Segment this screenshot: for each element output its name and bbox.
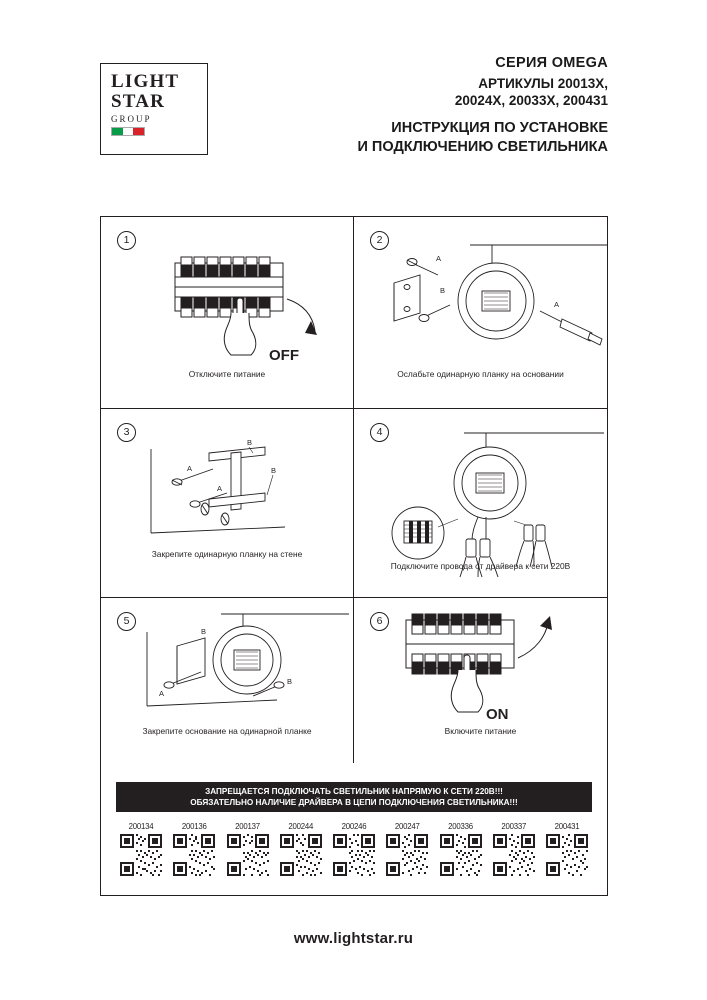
qr-article-code: 200244 bbox=[288, 822, 314, 831]
step-1-illustration bbox=[101, 217, 353, 408]
svg-text:A: A bbox=[187, 464, 193, 473]
svg-text:B: B bbox=[201, 627, 207, 636]
warning-line-1: ЗАПРЕЩАЕТСЯ ПОДКЛЮЧАТЬ СВЕТИЛЬНИК НАПРЯМУЮ К СЕТИ 220В!!! bbox=[205, 787, 503, 796]
steps-row-2 bbox=[101, 409, 607, 598]
warning-line-2: ОБЯЗАТЕЛЬНО НАЛИЧИЕ ДРАЙВЕРА В ЦЕПИ ПОДКЛЮЧЕНИЯ СВЕТИЛЬНИКА!!! bbox=[190, 798, 518, 807]
document-title-line-2: И ПОДКЛЮЧЕНИЮ СВЕТИЛЬНИКА bbox=[357, 139, 608, 155]
logo-line-1: LIGHT bbox=[111, 71, 180, 92]
qr-item[interactable] bbox=[542, 822, 592, 892]
document-header bbox=[100, 55, 608, 180]
qr-code-image[interactable] bbox=[120, 834, 162, 876]
qr-code-image[interactable] bbox=[173, 834, 215, 876]
step-number-3: 3 bbox=[117, 423, 136, 442]
step-1-off-label: OFF bbox=[269, 347, 299, 364]
qr-code-image[interactable] bbox=[227, 834, 269, 876]
step-cell-1 bbox=[101, 217, 354, 409]
steps-row-3 bbox=[101, 598, 607, 763]
steps-row-1 bbox=[101, 217, 607, 409]
qr-code-image[interactable] bbox=[493, 834, 535, 876]
italy-flag-icon bbox=[111, 127, 145, 136]
qr-code-image[interactable] bbox=[333, 834, 375, 876]
step-5-caption: Закрепите основание на одинарной планке bbox=[142, 726, 312, 736]
step-number-2: 2 bbox=[370, 231, 389, 250]
qr-item[interactable] bbox=[489, 822, 539, 892]
step-6-illustration bbox=[354, 598, 607, 763]
svg-text:B: B bbox=[440, 286, 446, 295]
qr-item[interactable] bbox=[382, 822, 432, 892]
step-number-5: 5 bbox=[117, 612, 136, 631]
brand-logo bbox=[100, 63, 208, 155]
step-cell-5 bbox=[101, 598, 354, 763]
qr-item[interactable] bbox=[436, 822, 486, 892]
qr-code-row bbox=[116, 822, 592, 892]
articles-line-1: АРТИКУЛЫ 20013Х, bbox=[478, 76, 608, 91]
step-1-caption: Отключите питание bbox=[188, 369, 266, 379]
qr-item[interactable] bbox=[169, 822, 219, 892]
logo-group-label: GROUP bbox=[111, 114, 152, 124]
qr-article-code: 200137 bbox=[235, 822, 260, 831]
qr-item[interactable] bbox=[116, 822, 166, 892]
step-4-caption: Подключите провода от драйвера к сети 220В bbox=[390, 561, 571, 571]
qr-article-code: 200336 bbox=[448, 822, 473, 831]
step-cell-2 bbox=[354, 217, 607, 409]
step-cell-3 bbox=[101, 409, 354, 598]
header-text-block bbox=[228, 55, 608, 157]
svg-text:A: A bbox=[554, 300, 560, 309]
qr-article-code: 200136 bbox=[181, 822, 207, 831]
step-cell-4 bbox=[354, 409, 607, 598]
series-title: СЕРИЯ OMEGA bbox=[495, 55, 608, 71]
qr-article-code: 200134 bbox=[128, 822, 154, 831]
footer-url[interactable]: www.lightstar.ru bbox=[293, 930, 414, 947]
qr-code-image[interactable] bbox=[280, 834, 322, 876]
logo-line-2: STAR bbox=[111, 91, 166, 112]
step-number-6: 6 bbox=[370, 612, 389, 631]
svg-text:B: B bbox=[271, 466, 277, 475]
qr-article-code: 200337 bbox=[501, 822, 527, 831]
qr-code-image[interactable] bbox=[546, 834, 588, 876]
qr-article-code: 200431 bbox=[554, 822, 580, 831]
qr-code-image[interactable] bbox=[440, 834, 482, 876]
logo-group-row bbox=[111, 114, 201, 124]
articles-line-2: 20024Х, 20033Х, 200431 bbox=[454, 93, 608, 108]
warning-banner bbox=[116, 782, 592, 812]
document-title-line-1: ИНСТРУКЦИЯ ПО УСТАНОВКЕ bbox=[391, 120, 608, 136]
step-6-on-label: ON bbox=[486, 706, 509, 723]
step-number-1: 1 bbox=[117, 231, 136, 250]
step-3-caption: Закрепите одинарную планку на стене bbox=[151, 549, 303, 559]
step-number-4: 4 bbox=[370, 423, 389, 442]
qr-article-code: 200246 bbox=[341, 822, 367, 831]
qr-article-code: 200247 bbox=[394, 822, 420, 831]
step-5-illustration bbox=[101, 598, 353, 763]
svg-text:B: B bbox=[247, 438, 253, 447]
svg-text:A: A bbox=[217, 484, 223, 493]
svg-text:A: A bbox=[436, 254, 442, 263]
step-2-caption: Ослабьте одинарную планку на основании bbox=[397, 369, 564, 379]
step-2-illustration bbox=[354, 217, 607, 408]
qr-item[interactable] bbox=[329, 822, 379, 892]
qr-item[interactable] bbox=[223, 822, 273, 892]
step-6-caption: Включите питание bbox=[444, 726, 517, 736]
step-3-illustration bbox=[101, 409, 353, 597]
qr-code-image[interactable] bbox=[386, 834, 428, 876]
step-cell-6 bbox=[354, 598, 607, 763]
qr-item[interactable] bbox=[276, 822, 326, 892]
svg-text:B: B bbox=[287, 677, 293, 686]
svg-text:A: A bbox=[159, 689, 165, 698]
